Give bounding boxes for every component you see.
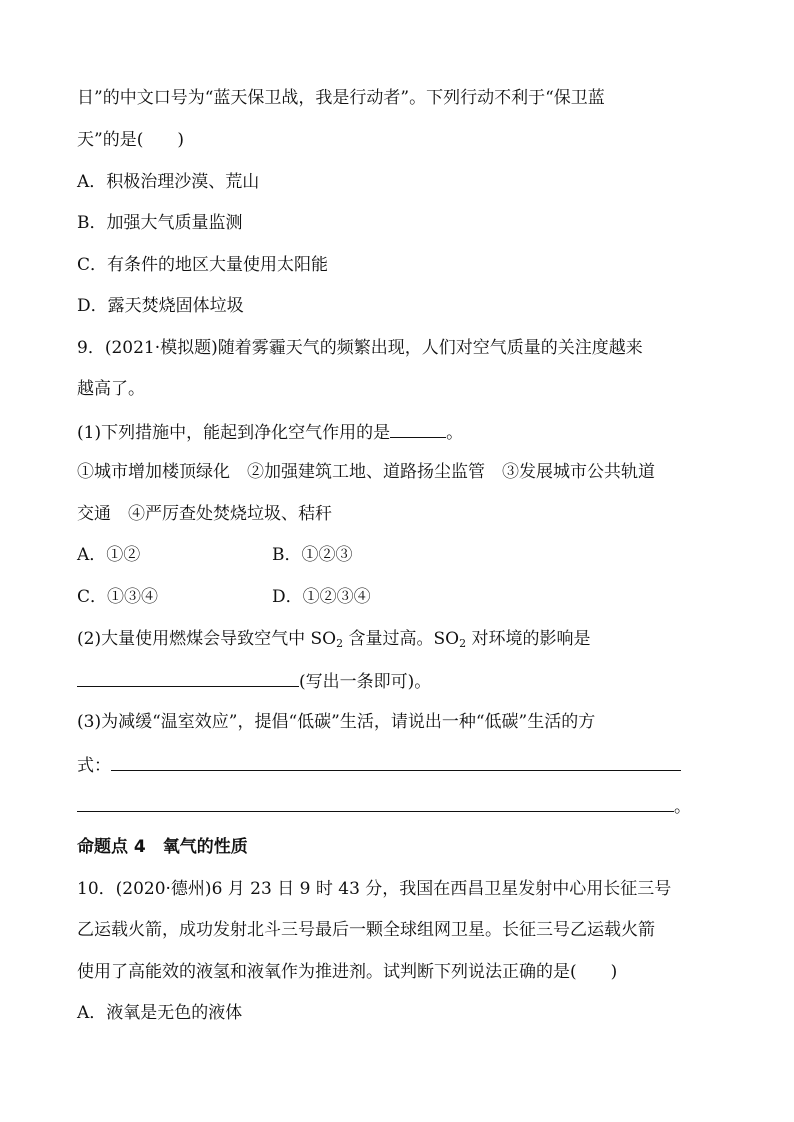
q9-measures-line-1: ①城市增加楼顶绿化 ②加强建筑工地、道路扬尘监管 ③发展城市公共轨道 [77,462,655,482]
q9-option-b: B．①②③ [272,545,353,565]
q9-part-2-blank[interactable] [77,668,299,687]
q10-stem-line-2: 乙运载火箭，成功发射北斗三号最后一颗全球组网卫星。长征三号乙运载火箭 [77,920,655,940]
q9-part-2-text-a: (2)大量使用燃煤会导致空气中 SO [77,629,337,649]
q8-option-d: D．露天焚烧固体垃圾 [77,296,244,316]
q9-part-3-line-2 [77,752,681,778]
q10-option-a: A．液氧是无色的液体 [77,1003,243,1023]
q9-options-row-2 [77,585,371,609]
q9-part-3-blank-2[interactable] [77,793,674,812]
q9-part-1-suffix: 。 [446,423,464,443]
q8-option-b: B．加强大气质量监测 [77,213,243,233]
q9-part-2-text-b: 含量过高。SO [343,629,460,649]
q9-part-3-prefix: 式： [77,756,111,776]
q10-stem-line-1: 10．(2020·德州)6 月 23 日 9 时 43 分，我国在西昌卫星发射中心用长征三号 [77,879,672,899]
q9-part-1-text: (1)下列措施中，能起到净化空气作用的是 [77,423,391,443]
q9-stem-line-1: 9．(2021·模拟题)随着雾霾天气的频繁出现，人们对空气质量的关注度越来 [77,338,643,358]
q8-text-line-1: 日”的中文口号为“蓝天保卫战，我是行动者”。下列行动不利于“保卫蓝 [77,88,605,108]
q8-text-line-2: 天”的是( ) [77,130,184,150]
q9-option-a: A．①② [77,545,141,565]
q8-option-a: A．积极治理沙漠、荒山 [77,172,260,192]
q9-part-3-line-3 [77,793,691,819]
q10-stem-line-3: 使用了高能效的液氢和液氧作为推进剂。试判断下列说法正确的是( ) [77,962,618,982]
q9-part-2-line-2 [77,668,431,694]
q9-option-d: D．①②③④ [272,587,371,607]
q9-part-3-blank-1[interactable] [111,752,681,771]
q9-part-3-end: 。 [674,797,691,817]
q9-part-2-line-1 [77,627,590,651]
q9-part-2-suffix: (写出一条即可)。 [299,672,432,692]
q9-stem-line-2: 越高了。 [77,379,145,399]
q9-part-1-blank[interactable] [390,419,446,438]
q9-part-1 [77,419,463,445]
q9-part-2-text-c: 对环境的影响是 [466,629,591,649]
q9-part-3-line-1: (3)为减缓“温室效应”，提倡“低碳”生活，请说出一种“低碳”生活的方 [77,712,596,732]
section-heading: 命题点 4 氧气的性质 [77,837,248,857]
q9-part-2-subscript-2: 2 [459,637,467,650]
q9-option-c: C．①③④ [77,587,159,607]
q9-part-2-subscript-1: 2 [336,637,344,650]
q9-measures-line-2: 交通 ④严厉查处焚烧垃圾、秸秆 [77,504,332,524]
q9-options-row-1 [77,543,353,567]
q8-option-c: C．有条件的地区大量使用太阳能 [77,255,329,275]
